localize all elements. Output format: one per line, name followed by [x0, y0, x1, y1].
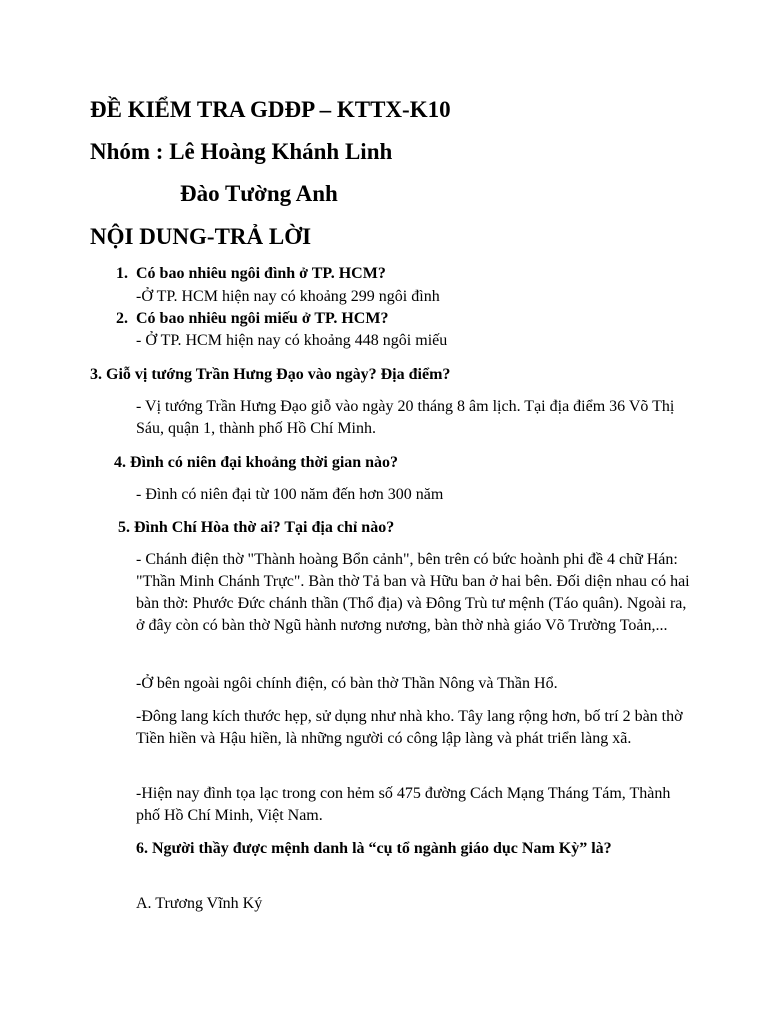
answer-3: - Vị tướng Trần Hưng Đạo giỗ vào ngày 20 tháng 8 âm lịch. Tại địa điểm 36 Võ Thị Sáu, quận 1, thành phố Hồ Chí Minh.	[136, 398, 675, 437]
question-1	[103, 263, 386, 285]
question-2	[103, 308, 388, 330]
answer-4: - Đình có niên đại từ 100 năm đến hơn 300 năm	[136, 486, 444, 503]
question-text: Có bao nhiêu ngôi miếu ở TP. HCM?	[136, 310, 389, 327]
question-text: Có bao nhiêu ngôi đình ở TP. HCM?	[136, 265, 386, 282]
document-title: ĐỀ KIỂM TRA GDĐP – KTTX-K10	[90, 97, 451, 122]
question-6: 6. Người thầy được mệnh danh là “cụ tổ ngành giáo dục Nam Kỳ” là?	[136, 840, 612, 857]
question-number: 2.	[116, 310, 128, 327]
question-4: 4. Đình có niên đại khoảng thời gian nào?	[114, 454, 399, 471]
answer-2: - Ở TP. HCM hiện nay có khoảng 448 ngôi miếu	[136, 332, 448, 349]
answer-6-option-a: A. Trương Vĩnh Ký	[136, 895, 263, 912]
answer-5-paragraph-2: -Ở bên ngoài ngôi chính điện, có bàn thờ Thần Nông và Thần Hổ.	[136, 675, 558, 692]
answer-5-paragraph-1: - Chánh điện thờ "Thành hoàng Bổn cảnh", bên trên có bức hoành phi đề 4 chữ Hán: "Thần Minh Chánh Trực". Bàn thờ Tả ban và Hữu ban ở hai bên. Đối diện nhau có hai bàn thờ: Phước Đức chánh thần (Thổ địa) và Đông Trù tư mệnh (Táo quân). Ngoài ra, ở đây còn có bàn thờ Ngũ hành nương nương, bàn thờ nhà giáo Võ Trường Toản,...	[136, 551, 690, 634]
group-member-2: Đào Tường Anh	[180, 181, 338, 206]
question-5: 5. Đình Chí Hòa thờ ai? Tại địa chỉ nào?	[118, 519, 395, 536]
question-number: 1.	[116, 265, 128, 282]
answer-5-paragraph-4: -Hiện nay đình tọa lạc trong con hẻm số 475 đường Cách Mạng Tháng Tám, Thành phố Hồ Chí Minh, Việt Nam.	[136, 785, 671, 824]
question-3: 3. Giỗ vị tướng Trần Hưng Đạo vào ngày? Địa điểm?	[90, 366, 451, 383]
group-line: Nhóm : Lê Hoàng Khánh Linh	[90, 139, 393, 164]
answer-1: -Ở TP. HCM hiện nay có khoảng 299 ngôi đình	[136, 288, 440, 305]
section-heading: NỘI DUNG-TRẢ LỜI	[90, 224, 312, 249]
answer-5-paragraph-3: -Đông lang kích thước hẹp, sử dụng như nhà kho. Tây lang rộng hơn, bố trí 2 bàn thờ Tiền hiền và Hậu hiền, là những người có công lập làng và phát triển làng xã.	[136, 708, 683, 747]
